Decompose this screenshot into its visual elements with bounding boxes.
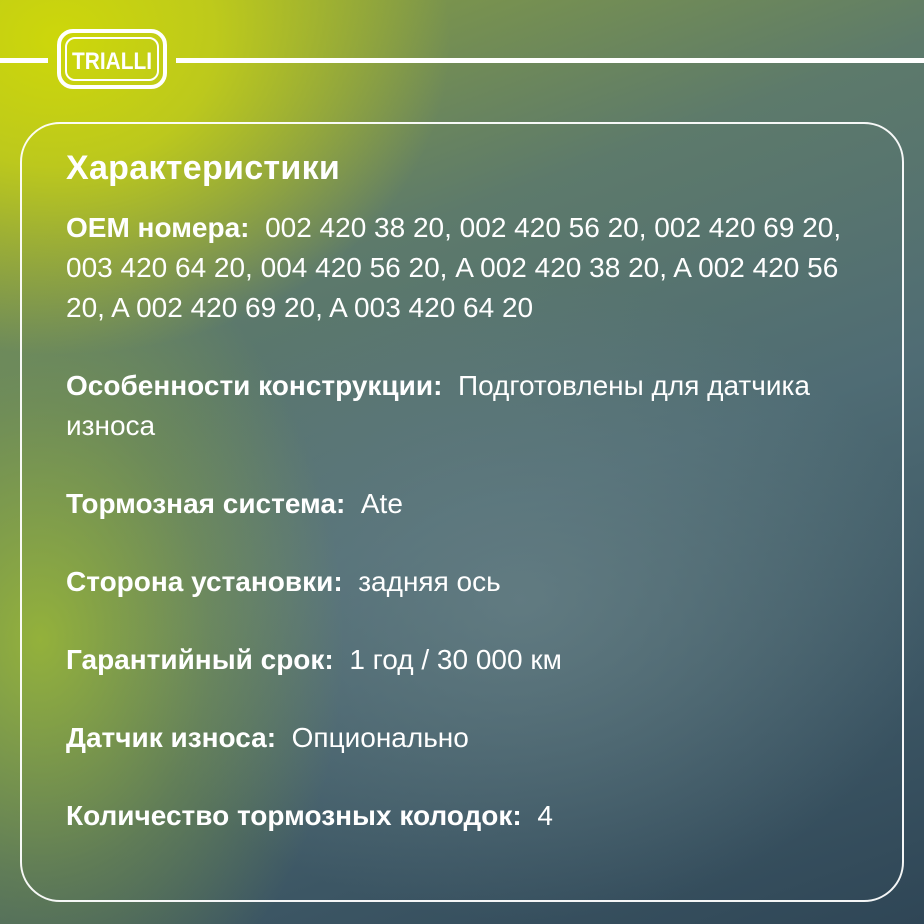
spec-label: OEM номера: [66,212,250,243]
specs-card [20,122,904,902]
spec-row-pad-count [66,796,874,836]
spec-row-warranty [66,640,874,680]
spec-label: Тормозная система: [66,488,346,519]
spec-value: Ate [360,488,403,519]
spec-label: Особенности конструкции: [66,370,443,401]
spec-row-design [66,366,874,446]
spec-value: задняя ось [358,566,501,597]
spec-value: Подготовлены для датчика износа [66,370,810,441]
spec-label: Количество тормозных колодок: [66,800,522,831]
spec-label: Сторона установки: [66,566,343,597]
logo-text: TRIALLI [72,48,152,75]
trialli-logo [56,28,168,90]
spec-row-brake-system [66,484,874,524]
header-rule-right [176,58,924,63]
spec-row-oem [66,208,874,328]
header-rule-left [0,58,48,63]
spec-value: 002 420 38 20, 002 420 56 20, 002 420 69 20, 003 420 64 20, 004 420 56 20, A 002 420 38 20, A 002 420 56 20, A 002 420 69 20, A 003 420 64 20 [66,212,842,323]
spec-label: Гарантийный срок: [66,644,334,675]
spec-value: Опционально [291,722,469,753]
spec-value: 4 [537,800,553,831]
specs-title: Характеристики [66,149,341,187]
spec-row-install-side [66,562,874,602]
spec-row-wear-sensor [66,718,874,758]
spec-value: 1 год / 30 000 км [349,644,562,675]
spec-label: Датчик износа: [66,722,277,753]
